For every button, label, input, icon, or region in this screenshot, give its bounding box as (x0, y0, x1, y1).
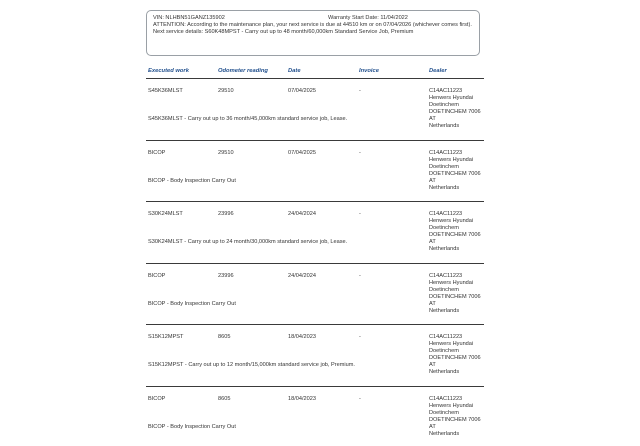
dealer-line: Netherlands (429, 307, 460, 314)
dealer-line: DOETINCHEM 7006 (429, 109, 481, 115)
executed-work-cell: S30K24MLST (148, 211, 183, 217)
attention-text: ATTENTION: According to the maintenance plan, your next service is due at 44510 km or on 07/04/2026 (whichever comes first). (153, 22, 472, 28)
dealer-line: Doetinchem (429, 225, 459, 231)
dealer-line: Netherlands (429, 430, 460, 437)
work-description: S15K12MPST - Carry out up to 12 month/15,000km standard service job, Premium. (148, 362, 355, 368)
table-row (146, 150, 484, 200)
dealer-line: AT (429, 239, 436, 245)
dealer-line: C14AC11223 (429, 149, 463, 156)
row-separator (146, 386, 484, 387)
dealer-cell (429, 334, 481, 376)
dealer-line: Henwers Hyundai (429, 279, 474, 286)
work-description: S45K36MLST - Carry out up to 36 month/45,000km standard service job, Lease. (148, 116, 348, 122)
row-separator (146, 263, 484, 264)
table-row (146, 334, 484, 384)
dealer-line: Henwers Hyundai (429, 402, 474, 409)
header-date: Date (288, 68, 301, 74)
dealer-line: AT (429, 177, 436, 184)
odometer-cell: 29510 (218, 149, 234, 156)
date-cell: 18/04/2023 (288, 395, 316, 402)
warranty-start-text: Warranty Start Date: 11/04/2022 (328, 15, 408, 21)
odometer-cell: 29510 (218, 88, 234, 94)
odometer-cell: 23996 (218, 272, 234, 279)
executed-work-cell: BICOP (148, 272, 166, 279)
date-cell: 24/04/2024 (288, 272, 316, 279)
invoice-cell: - (359, 88, 361, 94)
invoice-cell: - (359, 272, 361, 279)
dealer-line: Netherlands (429, 246, 460, 252)
vehicle-info-box (146, 10, 480, 56)
header-dealer: Dealer (429, 68, 447, 74)
row-separator (146, 201, 484, 202)
odometer-cell: 23996 (218, 211, 234, 217)
dealer-line: AT (429, 300, 436, 307)
next-service-text: Next service details: S60K48MPST - Carry out up to 48 month/60,000km Standard Service Job, Premium (153, 29, 414, 35)
invoice-cell: - (359, 334, 361, 340)
dealer-line: Netherlands (429, 184, 460, 191)
dealer-cell (429, 150, 481, 192)
dealer-line: Doetinchem (429, 286, 459, 293)
date-cell: 07/04/2025 (288, 88, 316, 94)
odometer-cell: 8605 (218, 334, 231, 340)
dealer-line: DOETINCHEM 7006 (429, 416, 481, 423)
dealer-line: C14AC11223 (429, 211, 463, 217)
dealer-line: Doetinchem (429, 102, 459, 108)
header-odometer: Odometer reading (218, 68, 268, 74)
dealer-line: AT (429, 423, 436, 430)
work-description: BICOP - Body Inspection Carry Out (148, 300, 236, 307)
dealer-cell (429, 396, 481, 438)
odometer-cell: 8605 (218, 395, 231, 402)
dealer-line: Netherlands (429, 369, 460, 375)
dealer-line: Netherlands (429, 123, 460, 129)
dealer-line: Henwers Hyundai (429, 341, 474, 347)
dealer-cell (429, 211, 481, 253)
date-cell: 18/04/2023 (288, 334, 316, 340)
dealer-line: Doetinchem (429, 409, 459, 416)
dealer-line: DOETINCHEM 7006 (429, 293, 481, 300)
table-row (146, 396, 484, 446)
row-separator (146, 78, 484, 79)
dealer-line: C14AC11223 (429, 88, 463, 94)
dealer-line: C14AC11223 (429, 334, 463, 340)
dealer-line: AT (429, 116, 436, 122)
table-row (146, 273, 484, 323)
executed-work-cell: BICOP (148, 395, 166, 402)
dealer-line: C14AC11223 (429, 395, 463, 402)
dealer-line: DOETINCHEM 7006 (429, 232, 481, 238)
table-row (146, 88, 484, 138)
dealer-line: DOETINCHEM 7006 (429, 355, 481, 361)
dealer-line: Henwers Hyundai (429, 156, 474, 163)
table-row (146, 211, 484, 261)
info-header-row (153, 15, 473, 22)
dealer-line: Doetinchem (429, 348, 459, 354)
dealer-line: DOETINCHEM 7006 (429, 170, 481, 177)
work-description: BICOP - Body Inspection Carry Out (148, 177, 236, 184)
dealer-line: Henwers Hyundai (429, 218, 474, 224)
table-header (146, 66, 484, 78)
invoice-cell: - (359, 395, 361, 402)
executed-work-cell: BICOP (148, 149, 166, 156)
invoice-cell: - (359, 211, 361, 217)
dealer-line: Henwers Hyundai (429, 95, 474, 101)
work-description: S30K24MLST - Carry out up to 24 month/30,000km standard service job, Lease. (148, 239, 348, 245)
dealer-cell (429, 88, 481, 130)
executed-work-cell: S45K36MLST (148, 88, 183, 94)
dealer-line: C14AC11223 (429, 272, 463, 279)
dealer-cell (429, 273, 481, 315)
date-cell: 07/04/2025 (288, 149, 316, 156)
invoice-cell: - (359, 149, 361, 156)
date-cell: 24/04/2024 (288, 211, 316, 217)
work-description: BICOP - Body Inspection Carry Out (148, 423, 236, 430)
row-separator (146, 324, 484, 325)
header-invoice: Invoice (359, 68, 379, 74)
row-separator (146, 140, 484, 141)
dealer-line: AT (429, 362, 436, 368)
header-executed-work: Executed work (148, 68, 189, 74)
vin-text: VIN: NLHBN51GANZ135902 (153, 15, 225, 21)
dealer-line: Doetinchem (429, 163, 459, 170)
executed-work-cell: S15K12MPST (148, 334, 184, 340)
